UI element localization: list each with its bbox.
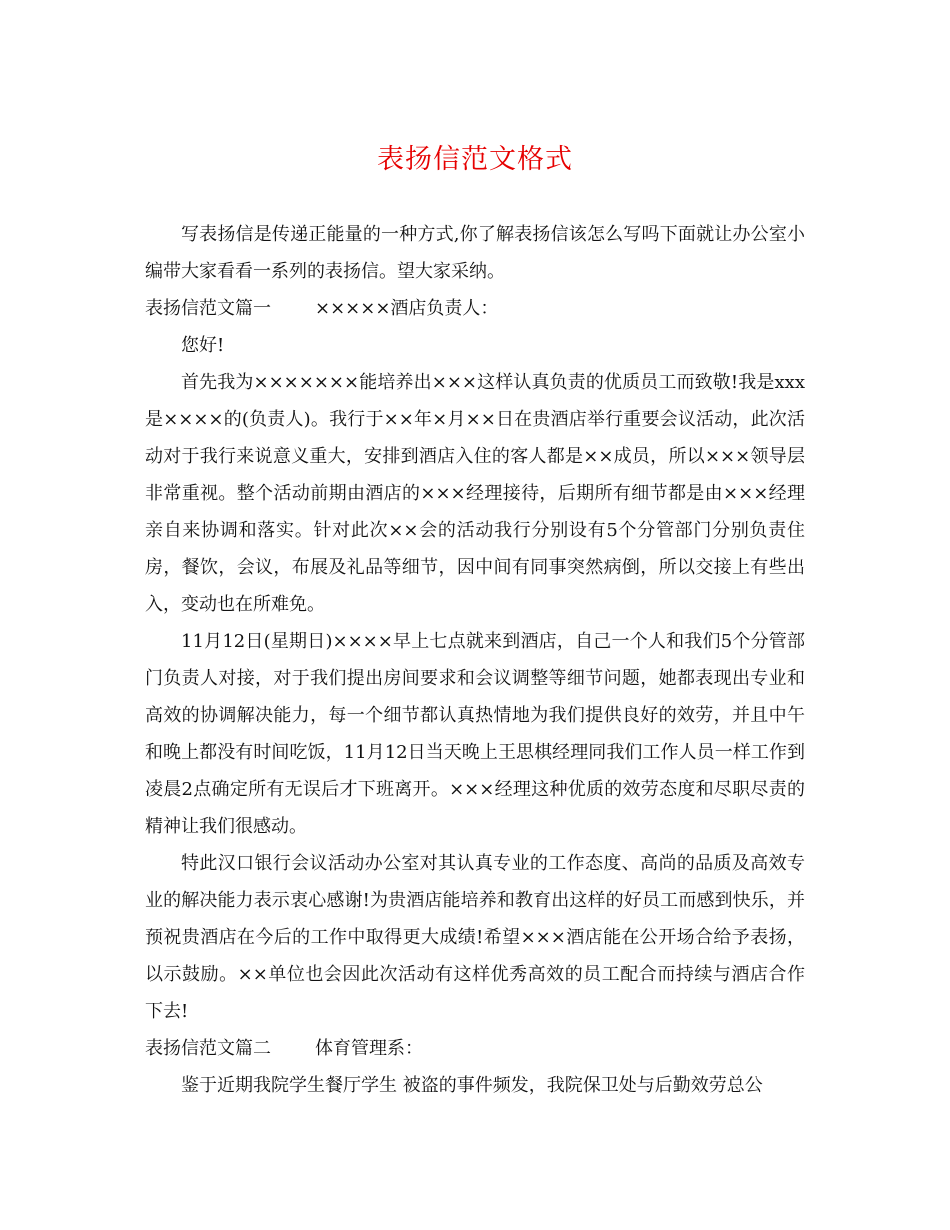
section-recipient: ×××××酒店负责人： (315, 298, 499, 319)
paragraph-body: 11月12日(星期日)××××早上七点就来到酒店，自己一个人和我们5个分管部门负责人对接，对于我们提出房间要求和会议调整等细节问题，她都表现出专业和高效的协调解决能力，每一个细节都认真热情地为我们提供良好的效劳，并且中午和晚上都没有时间吃饭，11月12日当天晚上王思棋经理同我们工作人员一样工作到凌晨2点确定所有无误后才下班离开。×××经理这种优质的效劳态度和尽职尽责的精神让我们很感动。 (145, 631, 805, 837)
paragraph-intro: 写表扬信是传递正能量的一种方式,你了解表扬信该怎么写吗下面就让办公室小编带大家看看一系列的表扬信。望大家采纳。 (145, 224, 805, 282)
paragraph-body: 特此汉口银行会议活动办公室对其认真专业的工作态度、高尚的品质及高效专业的解决能力表示衷心感谢!为贵酒店能培养和教育出这样的好员工而感到快乐，并预祝贵酒店在今后的工作中取得更大成绩!希望×××酒店能在公开场合给予表扬，以示鼓励。××单位也会因此次活动有这样优秀高效的员工配合而持续与酒店合作下去! (145, 853, 805, 1022)
document-body (145, 216, 805, 1104)
section-label: 表扬信范文篇一 (145, 298, 271, 319)
paragraph-body: 鉴于近期我院学生餐厅学生 被盗的事件频发，我院保卫处与后勤效劳总公 (181, 1075, 763, 1096)
paragraph-greeting: 您好! (181, 335, 225, 356)
document-title: 表扬信范文格式 (377, 144, 573, 175)
section-heading-1 (145, 290, 805, 327)
section-recipient: 体育管理系： (315, 1038, 423, 1059)
section-heading-2 (145, 1030, 805, 1067)
paragraph-body: 首先我为×××××××能培养出×××这样认真负责的优质员工而致敬!我是xxx是××××的(负责人)。我行于××年×月××日在贵酒店举行重要会议活动，此次活动对于我行来说意义重大，安排到酒店入住的客人都是××成员，所以×××领导层非常重视。整个活动前期由酒店的×××经理接待，后期所有细节都是由×××经理亲自来协调和落实。针对此次××会的活动我行分别设有5个分管部门分别负责住房，餐饮，会议，布展及礼品等细节，因中间有同事突然病倒，所以交接上有些出入，变动也在所难免。 (145, 372, 805, 615)
section-label: 表扬信范文篇二 (145, 1038, 271, 1059)
